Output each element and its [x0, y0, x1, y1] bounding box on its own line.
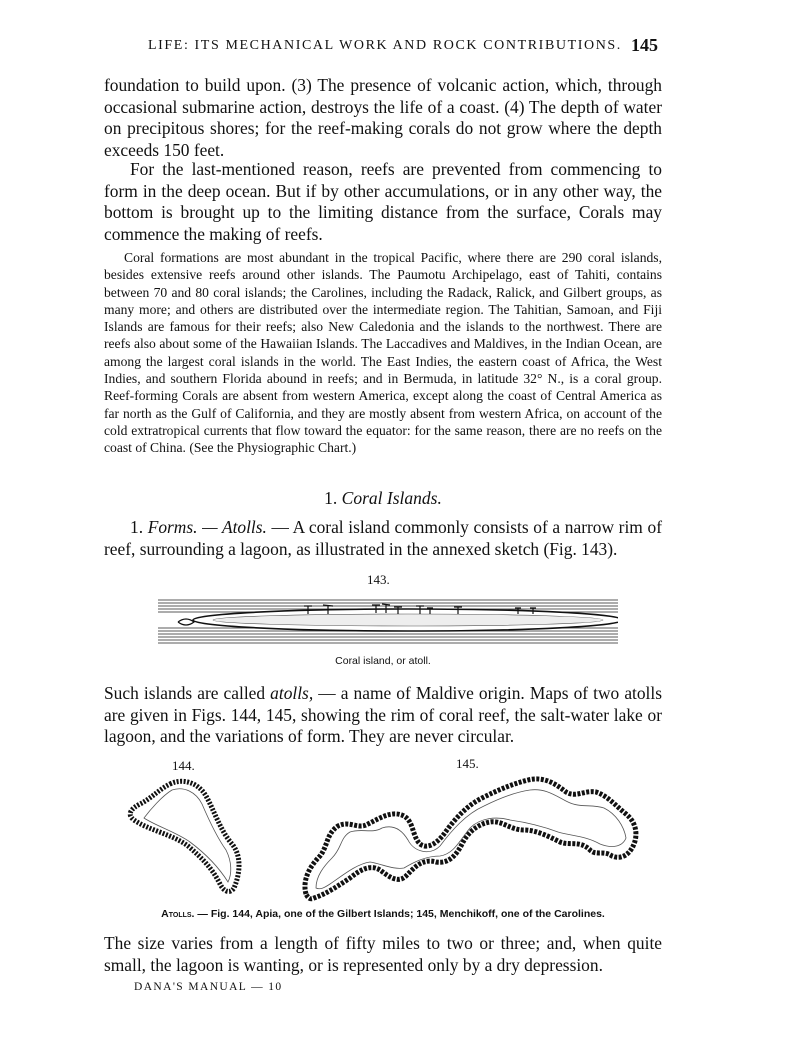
figure-143-caption: Coral island, or atoll. [335, 655, 431, 667]
caption-lead: Atolls. [161, 908, 195, 920]
running-head [148, 35, 658, 55]
figures-144-145-atoll-maps [110, 770, 670, 910]
figure-143-atoll-sketch [158, 592, 618, 650]
paragraph-3-number: 1. [130, 517, 144, 537]
paragraph-1 [104, 75, 662, 161]
caption-text: — Fig. 144, Apia, one of the Gilbert Islands; 145, Menchikoff, one of the Carolines. [194, 908, 605, 920]
paragraph-2-text: For the last-mentioned reason, reefs are prevented from commencing to form in the deep ocean. But if by other accumulations, or in any other way, the bottom is brought up to the limiting distance from the surface, Corals may commence the making of reefs. [104, 159, 662, 244]
paragraph-3-heading: Forms. — Atolls. [147, 517, 267, 537]
figure-145-number: 145. [456, 756, 479, 771]
small-print-paragraph: Coral formations are most abundant in the tropical Pacific, where there are 290 coral islands, besides extensive reefs around other islands. The Paumotu Archipelago, east of Tahiti, contains between 70 and 80 coral islands; the Carolines, including the Radack, Ralick, and Gilbert groups, as many more; and others are distributed over the intermediate region. The Tahitian, Samoan, and Fiji Islands are famous for their reefs; also New Caledonia and the islands to the northwest. There are reefs also about some of the Hawaiian Islands. The Laccadives and Maldives, in the Indian Ocean, are among the largest coral islands in the world. The East Indies, the eastern coast of Africa, the West Indies, and southern Florida abound in reefs; and in Bermuda, in latitude 32° N., is a coral group. Reef-forming Corals are absent from western America, except along the coast of Central America as far north as the Gulf of California, and they are mostly absent from western Africa, on account of the cold extratropical currents that flow toward the equator: for the same reason, there are no reefs on the coast of China. (See the Physiographic Chart.) [104, 250, 662, 456]
paragraph-4-lead: Such islands are called [104, 683, 271, 703]
paragraph-2 [104, 159, 662, 245]
figure-144-inner-rim [144, 789, 231, 882]
paragraph-3-body: — A coral island commonly consists of a narrow rim of reef, surrounding a lagoon, as illustrated in the annexed sketch (Fig. 143). [104, 517, 662, 559]
signature-footer: DANA'S MANUAL — 10 [134, 981, 283, 993]
section-title-text: Coral Islands. [341, 488, 442, 508]
paragraph-5-text: The size varies from a length of fifty miles to two or three; and, when quite small, the lagoon is wanting, or is represented only by a dry depression. [104, 933, 662, 975]
running-head-title: LIFE: ITS MECHANICAL WORK AND ROCK CONTRIBUTIONS. [148, 38, 622, 53]
section-heading [104, 488, 662, 509]
paragraph-5 [104, 933, 662, 976]
paragraph-4-body: — a name of Maldive origin. Maps of two atolls are given in Figs. 144, 145, showing the rim of coral reef, the salt-water lake or lagoon, and the variations of form. They are never circular. [104, 683, 662, 746]
paragraph-3 [104, 517, 662, 560]
paragraph-1-text: foundation to build upon. (3) The presence of volcanic action, which, through occasional submarine action, destroys the life of a coast. (4) The depth of water on precipitous shores; for the reef-making corals do not grow where the depth exceeds 150 feet. [104, 75, 662, 160]
page-number: 145 [631, 35, 658, 55]
paragraph-4 [104, 683, 662, 748]
figure-144-apia-map [130, 781, 239, 891]
paragraph-4-text [104, 683, 662, 748]
figure-144-number: 144. [172, 758, 195, 773]
figures-144-145-caption [104, 908, 662, 920]
figure-143-number: 143. [367, 572, 390, 587]
section-number: 1. [324, 488, 338, 508]
paragraph-3-text [104, 517, 662, 560]
paragraph-4-term: atolls, [270, 683, 314, 703]
